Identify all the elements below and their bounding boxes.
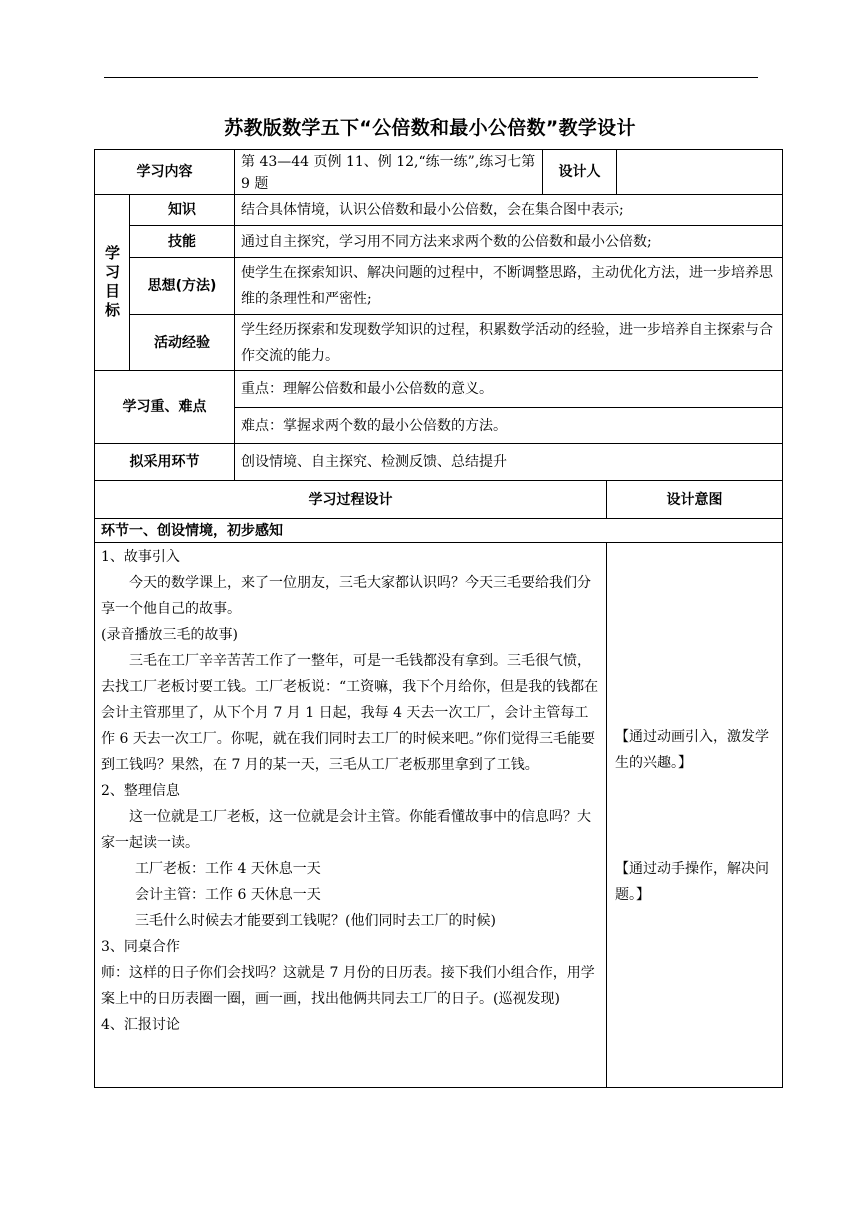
content-value: 第 43—44 页例 11、例 12,“练一练”,练习七第 9 题 [241, 154, 536, 192]
step1-audio-note: (录音播放三毛的故事) [101, 627, 238, 643]
goal-label-skill: 技能 [168, 233, 196, 250]
goal-text-cell-method [234, 257, 783, 315]
step2-accountant-line: 会计主管：工作 6 天休息一天 [135, 887, 321, 903]
goal-text-method: 使学生在探索知识、解决问题的过程中，不断调整思路，主动优化方法，进一步培养思维的条理性和严密性; [241, 265, 773, 307]
goals-group-label: 学习目标 [103, 244, 121, 321]
document-title: 苏教版数学五下“公倍数和最小公倍数”教学设计 [224, 117, 636, 139]
content-label-cell [94, 149, 235, 195]
content-label: 学习内容 [136, 164, 193, 180]
designer-label-cell [542, 149, 617, 195]
key-difficulty-cell [234, 407, 783, 444]
step1-heading: 1、故事引入 [101, 549, 180, 565]
process-header-left: 学习过程设计 [308, 491, 393, 508]
stages-label: 拟采用环节 [129, 454, 200, 470]
goal-label-cell-knowledge [129, 194, 235, 226]
key-focus-cell [234, 370, 783, 408]
section1-header: 环节一、创设情境，初步感知 [101, 522, 283, 539]
content-value-cell [234, 149, 543, 195]
key-difficulty: 难点：掌握求两个数的最小公倍数的方法。 [241, 417, 507, 434]
process-header-right-cell [606, 480, 783, 519]
goal-text-experience: 学生经历探索和发现数学知识的过程，积累数学活动的经验，进一步培养自主探索与合作交流的能力。 [241, 322, 773, 364]
process-header-right: 设计意图 [666, 491, 723, 508]
key-focus: 重点：理解公倍数和最小公倍数的意义。 [241, 381, 493, 397]
goal-text-cell-skill [234, 225, 783, 258]
goal-text-cell-knowledge [234, 194, 783, 226]
designer-label: 设计人 [558, 164, 601, 180]
goal-label-experience: 活动经验 [154, 334, 210, 351]
goal-text-cell-experience [234, 314, 783, 371]
step2-question: 三毛什么时候去才能要到工钱呢？(他们同时去工厂的时候) [135, 913, 496, 929]
step2-boss-line: 工厂老板：工作 4 天休息一天 [135, 861, 321, 877]
key-points-label-cell [94, 370, 235, 444]
goal-label-cell-skill [129, 225, 235, 258]
key-points-label: 学习重、难点 [122, 399, 207, 415]
goal-text-skill: 通过自主探究，学习用不同方法来求两个数的公倍数和最小公倍数; [241, 233, 652, 250]
intent-note-1 [615, 724, 779, 776]
step4-heading: 4、汇报讨论 [101, 1017, 180, 1033]
stages-value-cell [234, 443, 783, 481]
goal-label-cell-experience [129, 314, 235, 371]
intent-note-2 [615, 856, 779, 908]
step3-text: 师：这样的日子你们会找吗？这就是 7 月份的日历表。接下我们小组合作，用学案上中的日历表圈一圈，画一画，找出他俩共同去工厂的日子。(巡视发现) [101, 965, 595, 1007]
stages-value: 创设情境、自主探究、检测反馈、总结提升 [241, 454, 507, 470]
designer-value-cell [616, 149, 783, 195]
goal-label-method: 思想(方法) [147, 278, 217, 294]
header-rule [104, 77, 758, 78]
intent-cell [606, 542, 783, 1088]
step1-story: 三毛在工厂辛辛苦苦工作了一整年，可是一毛钱都没有拿到。三毛很气愤，去找工厂老板讨要工钱。工厂老板说：“工资嘛，我下个月给你，但是我的钱都在会计主管那里了，从下个月 7 月 1 日起，我每 4 天去一次工厂，会计主管每工作 6 天去一次工厂。你呢，就在我们同时去工厂的时候来吧。”你们觉得三毛能要到工钱吗？果然，在 7 月的某一天，三毛从工厂老板那里拿到了工钱。 [101, 653, 599, 773]
goal-text-knowledge: 结合具体情境，认识公倍数和最小公倍数，会在集合图中表示; [241, 202, 624, 218]
step2-intro: 这一位就是工厂老板，这一位就是会计主管。你能看懂故事中的信息吗？大家一起读一读。 [101, 809, 591, 851]
step2-heading: 2、整理信息 [101, 783, 180, 799]
intent-2: 【通过动手操作，解决问题。】 [615, 861, 769, 903]
goals-group-label-cell [94, 194, 130, 371]
goal-label-knowledge: 知识 [168, 202, 196, 218]
step3-heading: 3、同桌合作 [101, 939, 180, 955]
step1-intro: 今天的数学课上，来了一位朋友，三毛大家都认识吗？今天三毛要给我们分享一个他自己的故事。 [101, 575, 591, 617]
stages-label-cell [94, 443, 235, 481]
section1-header-cell [94, 518, 783, 543]
process-content-cell [94, 542, 607, 1088]
process-header-left-cell [94, 480, 607, 519]
goal-label-cell-method [129, 257, 235, 315]
intent-1: 【通过动画引入，激发学生的兴趣。】 [615, 729, 769, 771]
